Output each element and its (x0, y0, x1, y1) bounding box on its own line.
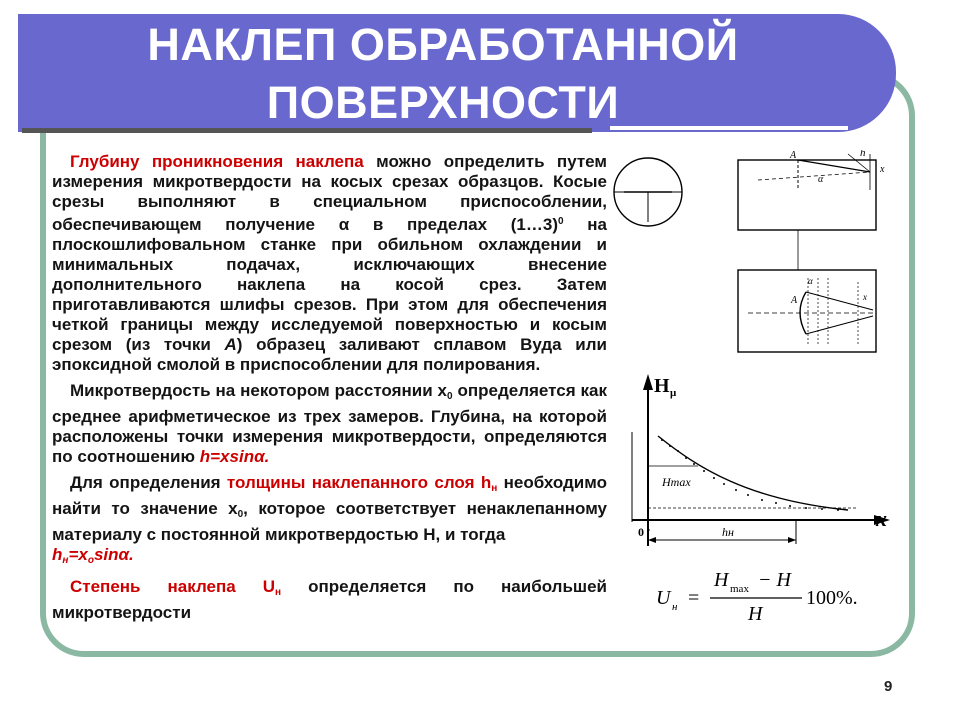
p3-formula-x-sub: о (87, 555, 94, 566)
p3-formula-eq: =x (68, 545, 88, 564)
specimen-top-rect (738, 160, 876, 230)
p4-text-b: определяется по наибольшей микротвердости (52, 577, 607, 622)
fig-label-h: h (860, 150, 866, 159)
paragraph-4 (52, 577, 607, 623)
p1-degree: 0 (558, 216, 564, 227)
p1-point-a: А (224, 335, 237, 354)
formula-den: H (748, 603, 763, 625)
p2-text-a: Микротвердость на некотором расстоянии x (70, 381, 448, 400)
p3-text-a: Для определения (70, 473, 227, 492)
graph-curve (658, 436, 848, 510)
p3-sub0: 0 (237, 509, 244, 520)
p4-red-sub: н (275, 587, 282, 598)
formula-num-minus: − H (758, 569, 791, 591)
p1-text-b: в пределах (1…3) (349, 215, 558, 234)
p3-red-sub: н (491, 483, 498, 494)
microhardness-graph (618, 368, 900, 558)
p1-text-d: ) образец заливают сплавом Вуда или эпоксидной смолой в приспособлении для полирования. (52, 335, 607, 374)
graph-hmax-label: Hmax (662, 475, 691, 489)
fig-label-x-bottom: x (863, 292, 867, 302)
specimen-bottom-rect (738, 270, 876, 352)
p4-red-a: Степень наклепа U (70, 577, 276, 596)
graph-hn-label: hн (722, 525, 734, 539)
p3-formula-h-sub: н (62, 555, 69, 566)
fig-label-x-top: x (880, 164, 885, 175)
graph-y-label: H (654, 375, 670, 397)
p2-formula: h=xsinα. (199, 447, 270, 466)
formula-lhs: U (656, 587, 671, 609)
p1-alpha: α (338, 215, 350, 234)
slide-title (18, 16, 868, 132)
fig-label-alpha-bottom: α (808, 276, 813, 286)
title-line-2: ПОВЕРХНОСТИ (266, 77, 620, 128)
graph-origin: 0 (638, 525, 644, 539)
p1-text-c: на плоскошлифовальном станке при обильном охлаждении и минимальных подачах, исключающих внесение дополнительного наклепа на косой срез. Затем приготавливаются шлифы срезов. При этом для обеспечения четкой границы между исследуемой поверхностью и косым срезом (из точки (52, 215, 607, 354)
strain-hardening-formula (650, 562, 890, 630)
formula-num-h: H (714, 569, 729, 591)
paragraph-3 (52, 473, 607, 571)
red-lead-1: Глубину проникновения наклепа (70, 152, 364, 171)
graph-x-label: x (876, 506, 887, 531)
p3-red-a: толщины наклепанного слоя h (226, 473, 492, 492)
paragraph-1 (52, 152, 607, 375)
formula-lhs-sub: н (672, 601, 678, 613)
p1-text-a: можно определить путем измерения микротвердости на косых срезах образцов. Косые срезы выполняют в специальном приспособлении, обеспечивающем получение (52, 152, 607, 234)
page-number: 9 (884, 678, 893, 695)
body-text (52, 152, 607, 629)
p3-formula-tail: sinα. (93, 545, 134, 564)
fig-label-alpha-top: α (818, 174, 824, 185)
p3-text-b: необходимо найти то значение x (52, 473, 607, 518)
p2-text-b: определяется как среднее арифметическое из трех замеров. Глубина, на которой расположены точки измерения микротвердости, определяются по соотношению (52, 381, 607, 466)
p2-sub0: 0 (447, 391, 453, 402)
formula-num-max: max (730, 583, 749, 595)
formula-eq: = (688, 587, 700, 609)
fig-label-a-top: A (790, 150, 797, 161)
p3-text-c: , которое соответствует ненаклепанному материалу с постоянной микротвердостью Н, и тогда (52, 499, 608, 544)
p3-formula (52, 545, 134, 564)
graph-y-sub: μ (670, 387, 677, 399)
paragraph-2 (52, 381, 607, 467)
specimen-section-figure (608, 150, 908, 360)
title-line-1: НАКЛЕП ОБРАБОТАННОЙ (147, 19, 739, 70)
p3-formula-h: h (52, 545, 63, 564)
fig-label-a-bottom: A (791, 295, 798, 306)
formula-tail: 100%. (806, 587, 858, 609)
